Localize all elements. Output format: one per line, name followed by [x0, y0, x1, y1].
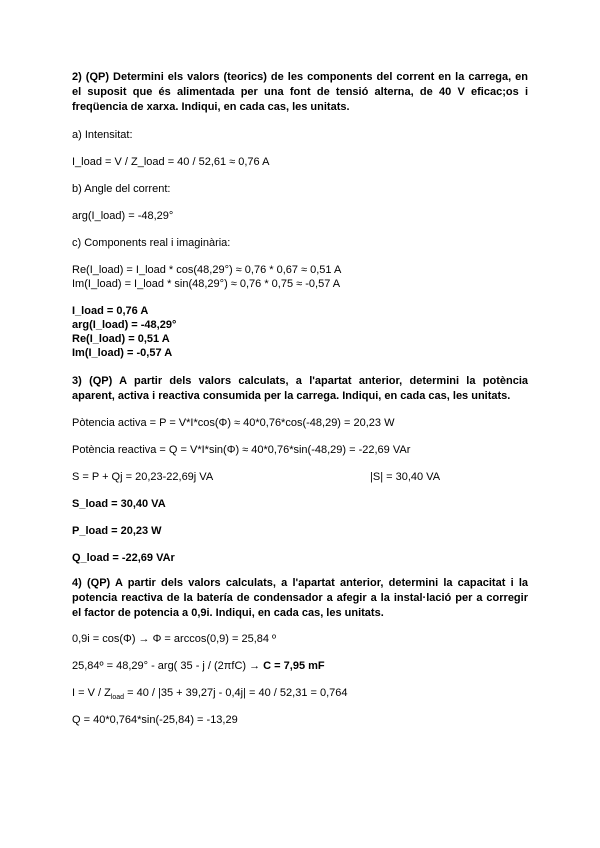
- q4-heading-line-1: 4) (QP) A partir dels valors calculats, a l'apartat anterior, determini la capacitat i la: [72, 577, 528, 589]
- q4-equation-current-pre: I = V / Z: [72, 687, 111, 699]
- q2-b-equation: arg(I_load) = -48,29°: [72, 210, 174, 222]
- q2-heading-line-3: freqüencia de xarxa. Indiqui, en cada cas, les unitats.: [72, 101, 350, 113]
- q3-s-load: S_load = 30,40 VA: [72, 498, 166, 510]
- q4-capacitance-result: C = 7,95 mF: [263, 660, 325, 672]
- q4-heading-line-2: potencia reactiva de la batería de condensador a afegir a la instal·lació per a corregir: [72, 592, 528, 604]
- q2-heading-line-1: 2) (QP) Determini els valors (teorics) de les components del corrent en la carrega, en: [72, 71, 528, 83]
- q3-active-power-equation: Pòtencia activa = P = V*I*cos(Φ) ≈ 40*0,76*cos(-48,29) = 20,23 W: [72, 417, 395, 429]
- q4-heading: [72, 576, 528, 621]
- q4-equation-current-sub: load: [110, 694, 125, 702]
- q2-heading: [72, 70, 528, 115]
- q3-p-load: P_load = 20,23 W: [72, 525, 162, 537]
- q3-heading-line-2: aparent, activa i reactiva consumida per la carrega. Indiqui, en cada cas, les unitats.: [72, 390, 511, 402]
- q2-summary-angle: arg(I_load) = -48,29°: [72, 319, 177, 331]
- q3-reactive-power-equation: Potència reactiva = Q = V*I*sin(Φ) ≈ 40*0,76*sin(-48,29) = -22,69 VAr: [72, 444, 411, 456]
- q3-heading-line-1: 3) (QP) A partir dels valors calculats, a l'apartat anterior, determini la potència: [72, 375, 528, 387]
- q4-heading-line-3: el factor de potencia a 0,9i. Indiqui, en cada cas, les unitats.: [72, 607, 384, 619]
- q2-summary-magnitude: I_load = 0,76 A: [72, 305, 149, 317]
- q3-apparent-power-abs: |S| = 30,40 VA: [370, 471, 441, 483]
- q4-equation-capacitance: [72, 659, 325, 673]
- q4-equation-current-post: = 40 / |35 + 39,27j - 0,4j| = 40 / 52,31 = 0,764: [124, 687, 348, 699]
- q2-a-label: a) Intensitat:: [72, 129, 133, 141]
- q2-heading-line-2: el suposit que és alimentada per una font de tensió alterna, de 40 V eficac;os i: [72, 86, 528, 98]
- q2-a-equation: I_load = V / Z_load = 40 / 52,61 ≈ 0,76 A: [72, 156, 270, 168]
- q3-heading: [72, 374, 528, 404]
- q2-c-equation-re: Re(I_load) = I_load * cos(48,29°) ≈ 0,76 * 0,67 ≈ 0,51 A: [72, 264, 342, 276]
- q3-apparent-power-equation: S = P + Qj = 20,23-22,69j VA: [72, 471, 214, 483]
- q2-summary-real: Re(I_load) = 0,51 A: [72, 333, 170, 345]
- q2-c-label: c) Components real i imaginària:: [72, 237, 231, 249]
- q3-q-load: Q_load = -22,69 VAr: [72, 552, 175, 564]
- q2-b-label: b) Angle del corrent:: [72, 183, 171, 195]
- q2-summary-imag: Im(I_load) = -0,57 A: [72, 347, 173, 359]
- q2-c-equation-im: Im(I_load) = I_load * sin(48,29°) ≈ 0,76 * 0,75 ≈ -0,57 A: [72, 278, 341, 290]
- q4-equation-angle: 0,9i = cos(Φ) → Φ = arccos(0,9) = 25,84 º: [72, 633, 277, 645]
- q4-equation-capacitance-main: 25,84º = 48,29° - arg( 35 - j / (2πfC) →: [72, 660, 264, 672]
- q4-equation-current: [72, 686, 348, 705]
- q4-equation-reactive: Q = 40*0,764*sin(-25,84) = -13,29: [72, 714, 238, 726]
